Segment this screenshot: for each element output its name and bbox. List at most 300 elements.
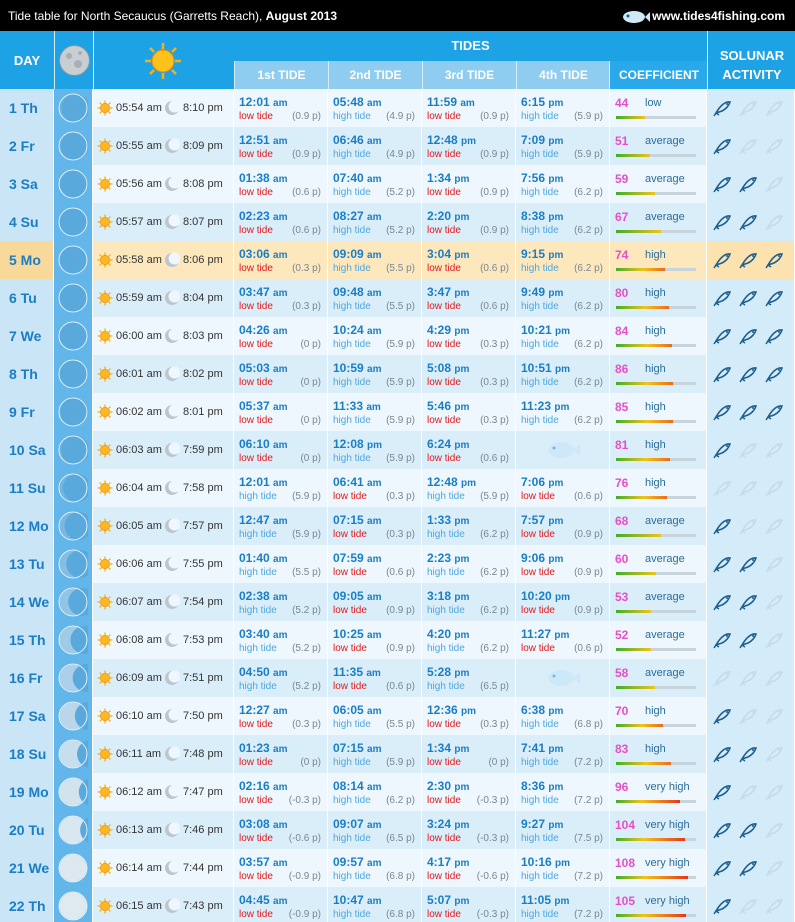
sunrise-time: 05:56 am	[116, 178, 162, 190]
tide-2-cell	[328, 811, 422, 849]
coefficient-level: high	[645, 287, 666, 299]
moonset-icon	[164, 328, 180, 344]
tide-hour: 07:15	[333, 741, 364, 755]
fish-inactive-icon	[739, 137, 759, 155]
tide-height: (0.6 p)	[292, 187, 321, 198]
fish-inactive-icon	[765, 137, 785, 155]
tide-hour: 8:38	[521, 209, 546, 223]
tide-hour: 5:07	[427, 893, 452, 907]
tide-hour: 7:57	[521, 513, 546, 527]
tide-time	[239, 475, 288, 489]
tide-time	[427, 779, 469, 793]
tide-time	[521, 703, 563, 717]
tide-hour: 7:06	[521, 475, 546, 489]
solunar-cell	[707, 735, 795, 773]
tide-ampm: pm	[461, 136, 477, 147]
tide-height: (0 p)	[300, 453, 321, 464]
fish-active-icon	[713, 327, 733, 345]
tide-time	[333, 627, 382, 641]
coefficient-value: 58	[615, 666, 629, 680]
fish-inactive-icon	[713, 479, 733, 497]
tide-time	[521, 209, 563, 223]
fish-active-icon	[739, 213, 759, 231]
sun-moon-cell	[93, 849, 234, 887]
sun-moon-cell	[93, 89, 234, 127]
sunrise-time: 06:14 am	[116, 862, 162, 874]
tide-time	[427, 475, 476, 489]
fish-active-icon	[713, 441, 733, 459]
tide-ampm: am	[367, 516, 382, 527]
coefficient-value: 44	[615, 96, 629, 110]
moon-phase-cell	[54, 469, 93, 507]
tide-type: high tide	[521, 871, 559, 882]
fish-active-icon	[739, 251, 759, 269]
fish-active-icon	[713, 213, 733, 231]
fish-inactive-icon	[765, 707, 785, 725]
tide-type: high tide	[333, 833, 371, 844]
tide-ampm: pm	[461, 706, 477, 717]
moon-phase-cell	[54, 545, 93, 583]
coefficient-level: average	[645, 591, 685, 603]
moon-phase-icon	[58, 853, 88, 883]
tide-time	[333, 399, 381, 413]
tide-2-cell	[328, 887, 422, 922]
tide-height: (6.2 p)	[574, 301, 603, 312]
tide-hour: 10:51	[521, 361, 552, 375]
tide-height: (6.2 p)	[574, 187, 603, 198]
tide-height: (0.3 p)	[386, 491, 415, 502]
tide-ampm: am	[273, 212, 288, 223]
solunar-cell	[707, 317, 795, 355]
tide-4-cell	[516, 431, 610, 469]
tide-time	[427, 133, 476, 147]
coefficient-bar	[616, 192, 696, 195]
moon-phase-icon	[58, 283, 88, 313]
tide-hour: 7:41	[521, 741, 546, 755]
tide-hour: 05:37	[239, 399, 270, 413]
solunar-cell	[707, 545, 795, 583]
tide-time	[521, 285, 563, 299]
tide-3-cell	[422, 469, 516, 507]
sunrise-time: 06:05 am	[116, 520, 162, 532]
tide-3-cell	[422, 887, 516, 922]
table-row	[0, 773, 795, 811]
tide-height: (0.3 p)	[292, 263, 321, 274]
tide-ampm: pm	[548, 250, 564, 261]
coefficient-level: high	[645, 477, 666, 489]
tide-hour: 01:38	[239, 171, 270, 185]
tide-height: (0.3 p)	[480, 377, 509, 388]
moonset-icon	[164, 404, 180, 420]
table-row	[0, 887, 795, 922]
table-row	[0, 583, 795, 621]
table-row	[0, 735, 795, 773]
tide-time	[521, 855, 570, 869]
fish-inactive-icon	[765, 783, 785, 801]
fish-inactive-icon	[765, 859, 785, 877]
tide-height: (6.2 p)	[574, 225, 603, 236]
coefficient-cell	[609, 469, 707, 507]
coefficient-bar	[616, 154, 696, 157]
sun-moon-cell	[93, 279, 234, 317]
moonset-icon	[164, 784, 180, 800]
tide-2-cell	[328, 279, 422, 317]
sunrise-icon	[97, 328, 113, 344]
tide-height: (0.3 p)	[480, 339, 509, 350]
table-row	[0, 469, 795, 507]
tide-type: low tide	[333, 529, 367, 540]
day-header-label: DAY	[13, 53, 41, 68]
tide-ampm: am	[460, 98, 475, 109]
sunrise-icon	[97, 176, 113, 192]
tide-hour: 04:26	[239, 323, 270, 337]
coefficient-level: low	[645, 97, 662, 109]
sunrise-time: 05:55 am	[116, 140, 162, 152]
fish-inactive-icon	[765, 517, 785, 535]
tide-height: (7.2 p)	[574, 757, 603, 768]
tide-ampm: am	[367, 478, 382, 489]
sunrise-icon	[97, 822, 113, 838]
moon-phase-cell	[54, 659, 93, 697]
tide-3-cell	[422, 621, 516, 659]
tide-time	[333, 285, 382, 299]
coefficient-bar	[616, 382, 696, 385]
tide-type: high tide	[333, 909, 371, 920]
tide-hour: 11:05	[521, 893, 552, 907]
solunar-cell	[707, 127, 795, 165]
tide-type: low tide	[333, 605, 367, 616]
tide-ampm: am	[367, 326, 382, 337]
tide-3-cell	[422, 773, 516, 811]
tide-hour: 02:23	[239, 209, 270, 223]
moon-phase-cell	[54, 203, 93, 241]
sun-moon-cell	[93, 583, 234, 621]
tide-hour: 12:48	[427, 133, 458, 147]
fish-inactive-icon	[765, 821, 785, 839]
tide-3-cell	[422, 659, 516, 697]
moon-phase-icon	[58, 891, 88, 921]
table-row	[0, 697, 795, 735]
tide-hour: 08:27	[333, 209, 364, 223]
day-cell: 15 Th	[0, 621, 54, 659]
tide-ampm: am	[367, 706, 382, 717]
tide-height: (6.5 p)	[386, 833, 415, 844]
tide-ampm: am	[367, 630, 382, 641]
tide-time	[333, 171, 382, 185]
moonset-icon	[164, 746, 180, 762]
tide-time	[333, 817, 382, 831]
coefficient-bar	[616, 572, 696, 575]
day-column-header	[0, 31, 54, 89]
sunrise-time: 06:08 am	[116, 634, 162, 646]
tide-type: high tide	[239, 567, 277, 578]
tide-hour: 11:23	[521, 399, 552, 413]
tide-height: (5.5 p)	[292, 567, 321, 578]
tide-type: high tide	[521, 833, 559, 844]
tide-time	[333, 589, 382, 603]
coefficient-cell	[609, 773, 707, 811]
tide-time	[333, 513, 382, 527]
moon-phase-icon	[58, 587, 88, 617]
table-row	[0, 127, 795, 165]
tide-ampm: am	[366, 668, 381, 679]
tide-ampm: pm	[548, 744, 564, 755]
coefficient-cell	[609, 203, 707, 241]
tide-hour: 9:06	[521, 551, 546, 565]
tide-type: high tide	[239, 529, 277, 540]
moonset-time: 8:04 pm	[183, 292, 223, 304]
tide-time	[333, 703, 382, 717]
tide-ampm: am	[367, 136, 382, 147]
coefficient-bar-fill	[616, 762, 671, 765]
coefficient-bar	[616, 648, 696, 651]
tide-height: (7.2 p)	[574, 909, 603, 920]
tide-2-cell	[328, 659, 422, 697]
coefficient-level: high	[645, 363, 666, 375]
coefficient-cell	[609, 621, 707, 659]
fish-active-icon	[765, 327, 785, 345]
table-row	[0, 431, 795, 469]
day-cell: 12 Mo	[0, 507, 54, 545]
tide-3-cell	[422, 165, 516, 203]
tide-4-cell	[516, 241, 610, 279]
sunrise-icon	[97, 442, 113, 458]
tide-time	[427, 551, 469, 565]
tide-time	[427, 323, 469, 337]
tide-2-cell	[328, 355, 422, 393]
tide-ampm: pm	[367, 440, 383, 451]
tide-ampm: am	[367, 744, 382, 755]
moonset-time: 7:47 pm	[183, 786, 223, 798]
fish-active-icon	[739, 593, 759, 611]
tide-time	[521, 817, 563, 831]
tide-time	[333, 893, 382, 907]
coefficient-cell	[609, 355, 707, 393]
table-row	[0, 659, 795, 697]
tide-height: (0.9 p)	[574, 567, 603, 578]
day-cell: 13 Tu	[0, 545, 54, 583]
tide-ampm: am	[367, 858, 382, 869]
tide-height: (-0.6 p)	[476, 871, 509, 882]
moon-phase-cell	[54, 849, 93, 887]
table-row	[0, 849, 795, 887]
tide-height: (0.6 p)	[574, 643, 603, 654]
tide-1-cell	[234, 735, 328, 773]
day-cell: 3 Sa	[0, 165, 54, 203]
coefficient-cell	[609, 811, 707, 849]
sun-column-header	[93, 31, 235, 89]
tide-hour: 3:18	[427, 589, 452, 603]
tide-height: (7.2 p)	[574, 795, 603, 806]
tide-ampm: pm	[548, 288, 564, 299]
tide-ampm: am	[367, 782, 382, 793]
tide-hour: 09:07	[333, 817, 364, 831]
tide-4-cell	[516, 773, 610, 811]
tide-ampm: am	[273, 554, 288, 565]
tide-ampm: am	[273, 516, 288, 527]
fish-active-icon	[739, 403, 759, 421]
tide-ampm: pm	[454, 402, 470, 413]
coefficient-bar-fill	[616, 192, 655, 195]
moon-phase-cell	[54, 431, 93, 469]
tide-height: (4.9 p)	[386, 149, 415, 160]
coefficient-bar	[616, 496, 696, 499]
tide-ampm: am	[367, 250, 382, 261]
tide-time	[333, 665, 381, 679]
moon-column-header	[54, 31, 94, 89]
moon-phase-cell	[54, 887, 93, 922]
moonset-icon	[164, 860, 180, 876]
fish-logo-icon	[619, 7, 651, 25]
tide-hour: 08:14	[333, 779, 364, 793]
tide-ampm: pm	[548, 516, 564, 527]
tide-4-cell	[516, 659, 610, 697]
tide-height: (0.3 p)	[292, 719, 321, 730]
tide-type: low tide	[427, 415, 461, 426]
solunar-cell	[707, 887, 795, 922]
coefficient-level: high	[645, 325, 666, 337]
coefficient-bar	[616, 724, 696, 727]
tide-hour: 07:59	[333, 551, 364, 565]
coefficient-bar	[616, 230, 696, 233]
fish-active-icon	[765, 403, 785, 421]
tide-2-cell	[328, 165, 422, 203]
fish-active-icon	[713, 137, 733, 155]
moon-phase-icon	[58, 321, 88, 351]
tide-hour: 5:28	[427, 665, 452, 679]
tide-type: low tide	[239, 225, 273, 236]
tide-ampm: am	[273, 744, 288, 755]
tide-time	[333, 95, 382, 109]
moonset-time: 7:59 pm	[183, 444, 223, 456]
tide-type: high tide	[521, 263, 559, 274]
tide-height: (0.9 p)	[292, 149, 321, 160]
tide-type: low tide	[427, 187, 461, 198]
solunar-cell	[707, 659, 795, 697]
tide-hour: 3:47	[427, 285, 452, 299]
tide-hour: 09:48	[333, 285, 364, 299]
coefficient-bar-fill	[616, 154, 650, 157]
tide-2-cell	[328, 735, 422, 773]
tide3-header: 3rd TIDE	[422, 61, 516, 89]
fish-inactive-icon	[713, 669, 733, 687]
tide-hour: 12:48	[427, 475, 458, 489]
tide-hour: 10:16	[521, 855, 552, 869]
day-cell: 22 Th	[0, 887, 54, 922]
table-row	[0, 317, 795, 355]
tide-ampm: am	[273, 174, 288, 185]
tide-3-cell	[422, 203, 516, 241]
fish-inactive-icon	[739, 479, 759, 497]
tide-ampm: pm	[555, 592, 571, 603]
coefficient-value: 68	[615, 514, 629, 528]
tide-4-cell	[516, 811, 610, 849]
tide-ampm: pm	[548, 136, 564, 147]
tide-height: (5.9 p)	[386, 339, 415, 350]
tide-type: high tide	[521, 149, 559, 160]
tide-time	[521, 133, 563, 147]
tide-type: low tide	[427, 339, 461, 350]
moonset-icon	[164, 556, 180, 572]
tide-2-cell	[328, 393, 422, 431]
tide-type: high tide	[333, 377, 371, 388]
fish-inactive-icon	[765, 213, 785, 231]
tide-height: (5.9 p)	[386, 757, 415, 768]
tide-ampm: pm	[454, 668, 470, 679]
coefficient-cell	[609, 89, 707, 127]
tide-type: high tide	[333, 339, 371, 350]
tide-type: high tide	[239, 491, 277, 502]
tide-4-cell	[516, 621, 610, 659]
moonset-icon	[164, 632, 180, 648]
tide-height: (0 p)	[300, 415, 321, 426]
tide-1-cell	[234, 89, 328, 127]
tide-1-cell	[234, 279, 328, 317]
coefficient-bar	[616, 344, 696, 347]
coefficient-level: very high	[645, 857, 690, 869]
tide-ampm: am	[367, 212, 382, 223]
moon-phase-cell	[54, 89, 93, 127]
fish-active-icon	[713, 555, 733, 573]
tide-time	[239, 361, 288, 375]
sunrise-time: 05:54 am	[116, 102, 162, 114]
solunar-cell	[707, 165, 795, 203]
title-bar	[0, 0, 795, 31]
tide-type: low tide	[239, 149, 273, 160]
moonset-icon	[164, 366, 180, 382]
tide-type: high tide	[333, 149, 371, 160]
tide-type: low tide	[427, 719, 461, 730]
coefficient-value: 80	[615, 286, 629, 300]
sun-moon-cell	[93, 507, 234, 545]
coefficient-cell	[609, 735, 707, 773]
moonset-icon	[164, 176, 180, 192]
coefficient-value: 83	[615, 742, 629, 756]
moonset-time: 7:55 pm	[183, 558, 223, 570]
coefficient-value: 51	[615, 134, 629, 148]
fish-inactive-icon	[739, 897, 759, 915]
tide-4-cell	[516, 393, 610, 431]
coefficient-value: 104	[615, 818, 636, 832]
moon-phase-icon	[58, 777, 88, 807]
tide-hour: 06:05	[333, 703, 364, 717]
title-prefix: Tide table for North Secaucus (Garretts Reach),	[8, 9, 263, 23]
moon-phase-cell	[54, 583, 93, 621]
tide-time	[427, 627, 469, 641]
tide-3-cell	[422, 697, 516, 735]
coefficient-level: average	[645, 629, 685, 641]
tide-type: low tide	[427, 263, 461, 274]
moonset-icon	[164, 594, 180, 610]
tide-type: high tide	[333, 225, 371, 236]
tide-time	[427, 399, 469, 413]
tide-1-cell	[234, 507, 328, 545]
site-link[interactable]: www.tides4fishing.com	[652, 9, 785, 23]
moon-phase-icon	[58, 397, 88, 427]
tide-hour: 04:45	[239, 893, 270, 907]
day-cell: 17 Sa	[0, 697, 54, 735]
tide-height: (5.2 p)	[292, 643, 321, 654]
coefficient-value: 76	[615, 476, 629, 490]
tide-time	[427, 703, 476, 717]
tide-time	[239, 893, 288, 907]
tide-ampm: pm	[454, 364, 470, 375]
tide-type: low tide	[427, 871, 461, 882]
coefficient-bar	[616, 610, 696, 613]
solunar-column-header	[707, 31, 795, 89]
tide-height: (0.3 p)	[292, 301, 321, 312]
day-cell: 4 Su	[0, 203, 54, 241]
